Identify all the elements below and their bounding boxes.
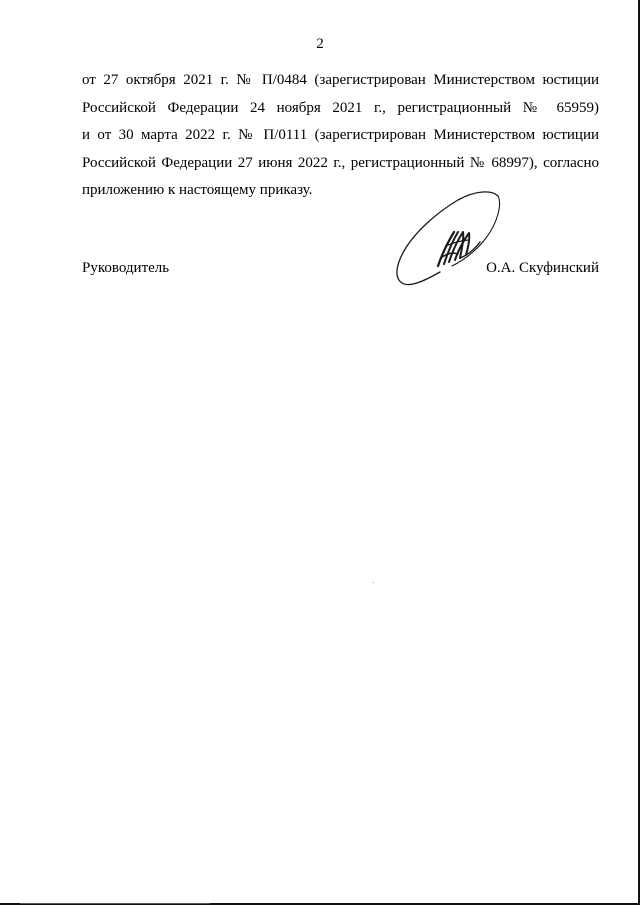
body-paragraph (82, 67, 599, 205)
body-line: и от 30 марта 2022 г. № П/0111 (зарегистрирован Министерством юстиции (82, 127, 599, 143)
signature-block (82, 257, 599, 279)
body-line: приложению к настоящему приказу. (82, 182, 313, 198)
signer-title: Руководитель (82, 260, 170, 276)
body-line: от 27 октября 2021 г. № П/0484 (зарегистрирован Министерством юстиции (82, 72, 599, 88)
scan-edge-mark (20, 903, 210, 904)
signer-name: О.А. Скуфинский (486, 260, 599, 276)
scan-speck (373, 582, 374, 583)
body-line: Российской Федерации 24 ноября 2021 г., регистрационный № 65959) (82, 99, 599, 116)
body-line: Российской Федерации 27 июня 2022 г., регистрационный № 68997), согласно (82, 154, 599, 171)
page-number: 2 (316, 36, 324, 52)
